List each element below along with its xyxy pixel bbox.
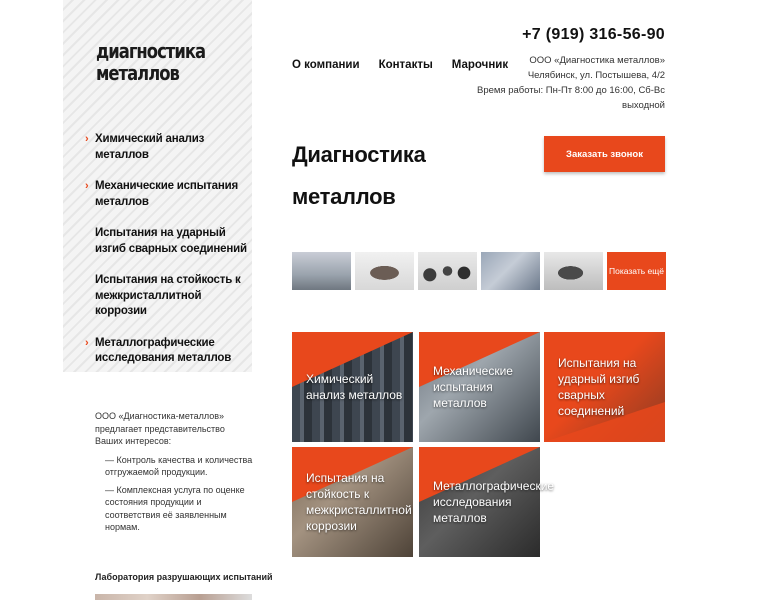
phone-number[interactable]: +7 (919) 316-56-90: [522, 26, 665, 43]
logo-line-1: диагностика: [96, 39, 206, 63]
sidebar: [63, 0, 252, 372]
sidebar-item-label: Испытания на стойкость к межкристаллитной коррозии: [95, 274, 241, 317]
chevron-right-icon: ›: [85, 336, 89, 349]
intro-bullet: — Контроль качества и количества отгружаемой продукции.: [105, 454, 253, 477]
service-tile-label: Металлографические исследования металлов: [433, 479, 555, 525]
service-tile-label: Механические испытания металлов: [433, 364, 513, 410]
chevron-right-icon: ›: [85, 180, 89, 192]
sidebar-item-mechanical-tests[interactable]: [85, 179, 250, 210]
nav-link-grades[interactable]: Марочник: [451, 59, 509, 71]
sidebar-item-impact-bending[interactable]: [85, 226, 250, 257]
gallery-thumbnail[interactable]: [481, 252, 540, 290]
gallery-thumbnail[interactable]: [418, 252, 477, 290]
service-tile-chemical-analysis[interactable]: [292, 332, 413, 442]
sidebar-item-label: Металлографические исследования металлов: [95, 336, 232, 364]
order-call-button[interactable]: Заказать звонок: [544, 136, 665, 172]
lab-section-title: Лаборатория разрушающих испытаний: [95, 572, 273, 582]
sidebar-item-label: Механические испытания металлов: [95, 180, 238, 208]
sidebar-item-label: Химический анализ металлов: [95, 133, 205, 161]
nav-link-contacts[interactable]: Контакты: [378, 59, 433, 71]
show-more-button[interactable]: Показать ещё: [607, 252, 666, 290]
contact-block: [445, 26, 665, 113]
page-title-line-2: металлов: [292, 184, 396, 209]
sidebar-menu: [85, 132, 250, 383]
intro-paragraph: ООО «Диагностика-металлов» предлагает представительство Ваших интересов:: [95, 411, 225, 446]
service-tile-metallography[interactable]: [419, 447, 555, 557]
service-tile-intergranular-corrosion[interactable]: [292, 447, 413, 557]
gallery-thumbnail[interactable]: [292, 252, 351, 290]
service-tile-label: Испытания на стойкость к межкристаллитной коррозии: [306, 471, 412, 533]
sidebar-item-label: Испытания на ударный изгиб сварных соединений: [95, 227, 247, 255]
page-title-line-1: Диагностика: [292, 142, 426, 167]
nav-link-about[interactable]: О компании: [292, 59, 360, 71]
service-tile-mechanical-tests[interactable]: [419, 332, 540, 442]
sidebar-item-chemical-analysis[interactable]: [85, 132, 250, 163]
intro-bullet: — Комплексная услуга по оценке состояния продукции и соответствия её заявленным нормам.: [105, 484, 245, 532]
gallery-thumbnail[interactable]: [355, 252, 414, 290]
sidebar-item-metallography[interactable]: [85, 336, 250, 367]
gallery-thumbnails: [292, 252, 666, 290]
service-tile-label: Испытания на ударный изгиб сварных соединений: [558, 356, 640, 418]
company-name: ООО «Диагностика металлов»: [529, 55, 665, 66]
sidebar-item-intergranular-corrosion[interactable]: [85, 273, 250, 320]
gallery-thumbnail[interactable]: [544, 252, 603, 290]
working-hours: Время работы: Пн-Пт 8:00 до 16:00, Сб-Вс выходной: [476, 85, 665, 111]
page-title: [292, 134, 512, 218]
logo[interactable]: [96, 40, 211, 88]
lab-image-strip: [95, 594, 252, 600]
intro-text-block: [95, 410, 255, 539]
company-address: Челябинск, ул. Постышева, 4/2: [527, 70, 665, 81]
logo-line-2: металлов: [96, 61, 179, 85]
service-tile-impact-bending[interactable]: [544, 332, 665, 442]
service-tile-label: Химический анализ металлов: [306, 372, 403, 402]
chevron-right-icon: ›: [85, 133, 89, 145]
